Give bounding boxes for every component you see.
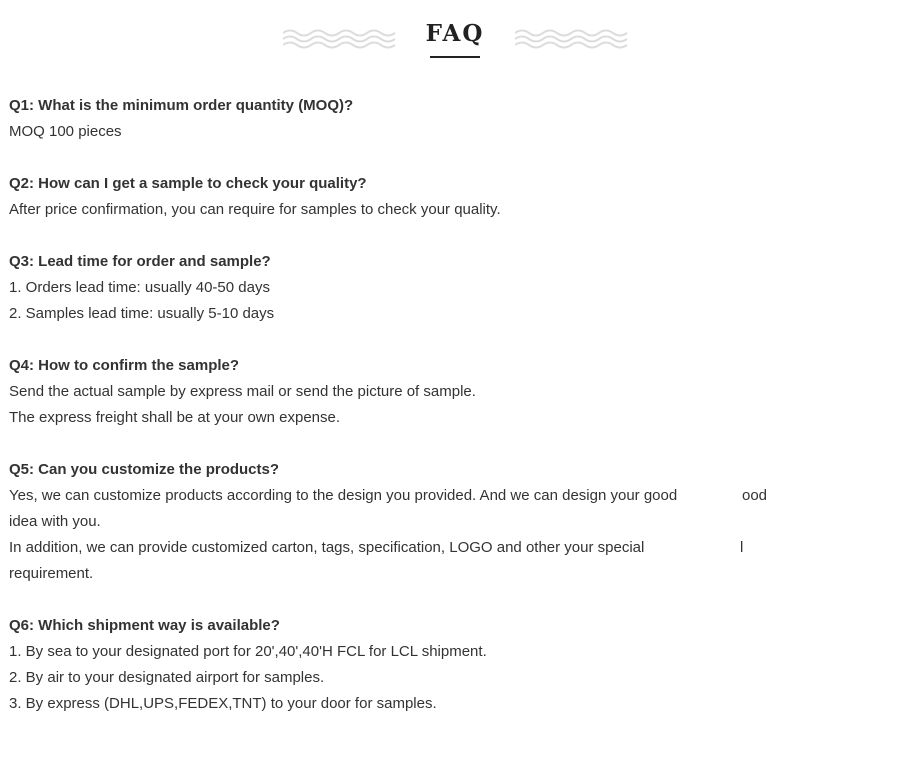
- faq-item-q4: [9, 353, 879, 431]
- faq-question: Q1: What is the minimum order quantity (MOQ)?: [9, 97, 354, 114]
- faq-answer: Yes, we can customize products according to the design you provided. And we can design your good: [9, 487, 678, 504]
- faq-question: Q6: Which shipment way is available?: [9, 617, 280, 634]
- wave-decoration-left-icon: [283, 26, 397, 52]
- faq-answer: requirement.: [9, 565, 94, 582]
- faq-item-q6: [9, 613, 879, 717]
- faq-answer: MOQ 100 pieces: [9, 123, 122, 140]
- faq-item-q2: [9, 171, 879, 223]
- faq-question: Q3: Lead time for order and sample?: [9, 253, 271, 270]
- faq-header: [0, 18, 899, 62]
- faq-answer: idea with you.: [9, 513, 101, 530]
- text-fragment: l: [740, 539, 744, 556]
- faq-answer: Send the actual sample by express mail or send the picture of sample.: [9, 383, 476, 400]
- faq-item-q3: [9, 249, 879, 327]
- faq-answer: In addition, we can provide customized carton, tags, specification, LOGO and other your special: [9, 539, 645, 556]
- faq-answer: After price confirmation, you can require for samples to check your quality.: [9, 201, 501, 218]
- faq-answer: The express freight shall be at your own expense.: [9, 409, 341, 426]
- faq-question: Q2: How can I get a sample to check your quality?: [9, 175, 367, 192]
- faq-item-q1: [9, 93, 879, 145]
- faq-answer: 2. Samples lead time: usually 5-10 days: [9, 305, 275, 322]
- faq-answer: 1. Orders lead time: usually 40-50 days: [9, 279, 270, 296]
- page-title: FAQ: [425, 20, 485, 47]
- faq-item-q5: [9, 457, 879, 587]
- faq-answer: 2. By air to your designated airport for samples.: [9, 669, 325, 686]
- text-fragment: ood: [742, 487, 768, 504]
- wave-decoration-right-icon: [515, 26, 629, 52]
- title-underline: [430, 56, 480, 58]
- faq-answer: 1. By sea to your designated port for 20',40',40'H FCL for LCL shipment.: [9, 643, 487, 660]
- faq-list: [9, 93, 879, 743]
- faq-answer: 3. By express (DHL,UPS,FEDEX,TNT) to your door for samples.: [9, 695, 437, 712]
- faq-question: Q4: How to confirm the sample?: [9, 357, 240, 374]
- faq-question: Q5: Can you customize the products?: [9, 461, 280, 478]
